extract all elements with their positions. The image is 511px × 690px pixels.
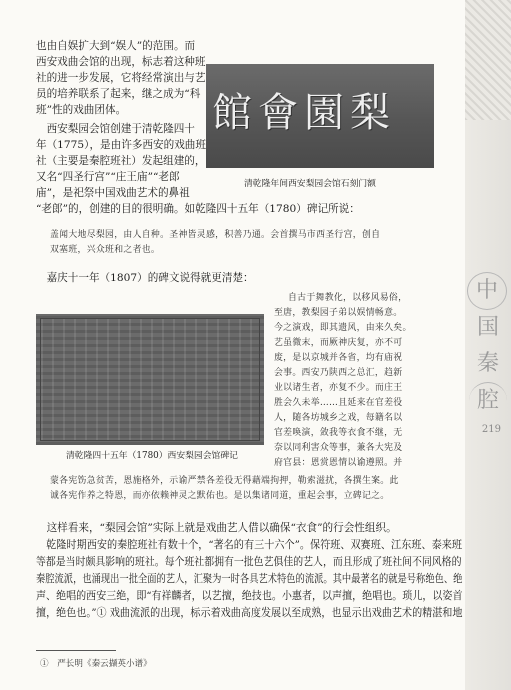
inscription-photo — [206, 64, 434, 168]
text-line: 班”性的戏曲团体。 — [36, 104, 127, 116]
text-line: 年（1775），是由许多西安的戏曲班 — [36, 139, 206, 151]
quote-line: 自古于舞教化，以移风易俗， — [288, 293, 408, 303]
quote-line: 会事。西安乃陕西之总汇，趋新 — [274, 368, 403, 378]
page-number: 219 — [481, 424, 501, 435]
quote-line: 奈以同利害众等事，兼各大宪及 — [274, 443, 403, 453]
text-line: 嘉庆十一年（1807）的碑文说得就更清楚： — [36, 272, 254, 284]
text-line: 西安戏曲会馆的出现，标志着这种班 — [36, 56, 206, 68]
text-line: 这样看来，“梨园会馆”实际上就是戏曲艺人借以确保“衣食”的行会性组织。 — [36, 522, 397, 534]
text-line: 秦腔流派，也涌现出一批全面的艺人，汇聚为一时各具艺术特色的流派。其中最著名的就是号称绝色、绝 — [36, 573, 463, 585]
footnote-divider — [36, 650, 116, 651]
text-line: 又名“四圣行宫”“庄王庙”“老郎 — [36, 171, 180, 183]
photo-caption: 清乾隆四十五年（1780）西安梨园会馆碑记 — [66, 451, 238, 461]
text-line: 社的进一步发展，它将经常演出与艺 — [36, 72, 206, 84]
text-line: 社（主要是秦腔班社）发起组建的， — [36, 155, 206, 167]
sidebar-char: 秦 — [476, 351, 499, 376]
text-line: 庙”，是祀祭中国戏曲艺术的鼻祖 — [36, 187, 190, 199]
stele-photo — [36, 314, 264, 445]
quote-line: 业以诸生者，亦复不少。而庄王 — [274, 383, 403, 393]
photo-caption: 清乾隆年间西安梨园会馆石刻门额 — [244, 179, 376, 189]
text-line: 员的培养联系了起来，继之成为“科 — [36, 88, 201, 100]
text-line: 西安梨园会馆创建于清乾隆四十 — [36, 123, 195, 135]
text-line: 擅，绝色也。”① 戏曲流派的出现，标示着戏曲高度发展以至成熟，也显示出戏曲艺术的精湛和地 — [36, 607, 463, 619]
quote-line: 废，是以京城并各省，均有庙祝 — [274, 353, 403, 363]
sidebar-char: 中 — [467, 272, 507, 310]
quote-line: 艺虽微末，而厥神庆复，亦不可 — [274, 338, 403, 348]
text-line: “老郎”的，创建的目的很明确。如乾隆四十五年（1780）碑记所说： — [36, 203, 360, 215]
quote-line: 蒙各宪饬急贫苦，恩施格外，示谕严禁各差役无得藉端拘押，勒索滋扰，各撰生案。此 — [50, 476, 399, 486]
inscription-text: 館會園梨 — [212, 90, 396, 136]
footnote: ① 严长明《秦云撷英小谱》 — [40, 659, 152, 669]
quote-line: 诚各宪作养之特恩，而亦依赖神灵之默佑也。是以集诸同道，重起会事，立碑记之。 — [50, 491, 390, 501]
text-line: 也由自娱扩大到“娱人”的范围。而 — [36, 40, 196, 52]
quote-line: 至唐，教梨园子弟以娱情畅意。 — [274, 308, 403, 318]
quote-line: 官差唤演，敛我等衣食不继，无 — [274, 428, 403, 438]
quote-line: 府官县：恩赏恩情以谕遵照。并 — [274, 458, 403, 468]
text-line: 乾隆时期西安的秦腔班社有数十个，“著名的有三十六个”。保符班、双赛班、江东班、泰来班 — [36, 539, 463, 551]
quote-line: 双塞班，兴众班和之者也。 — [50, 245, 161, 255]
quote-line: 今之演戏，即其遗风，由来久矣。 — [274, 323, 412, 333]
sidebar-char: 国 — [476, 315, 499, 340]
quote-line: 胜会久未举……且延来在官差役 — [274, 398, 403, 408]
text-line: 等都是当时颇具影响的班社。每个班社都拥有一批色艺俱佳的艺人，而且形成了班社间不同风格的 — [36, 556, 462, 568]
sidebar-char: 腔 — [469, 382, 507, 419]
quote-line: 人，随各坊城乡之戏，每籍名以 — [274, 413, 403, 423]
quote-line: 盖闻大地尽梨园，由人自种。圣神皆灵感，积善乃通。会首撰马市西圣行宫，创自 — [50, 230, 381, 240]
text-line: 声、绝唱的西安三绝，即“有祥麟者，以艺擅，绝技也。小惠者，以声擅，绝唱也。琐儿，以姿首 — [36, 590, 463, 602]
decorative-pattern — [465, 0, 511, 120]
stele-surface — [40, 318, 260, 441]
